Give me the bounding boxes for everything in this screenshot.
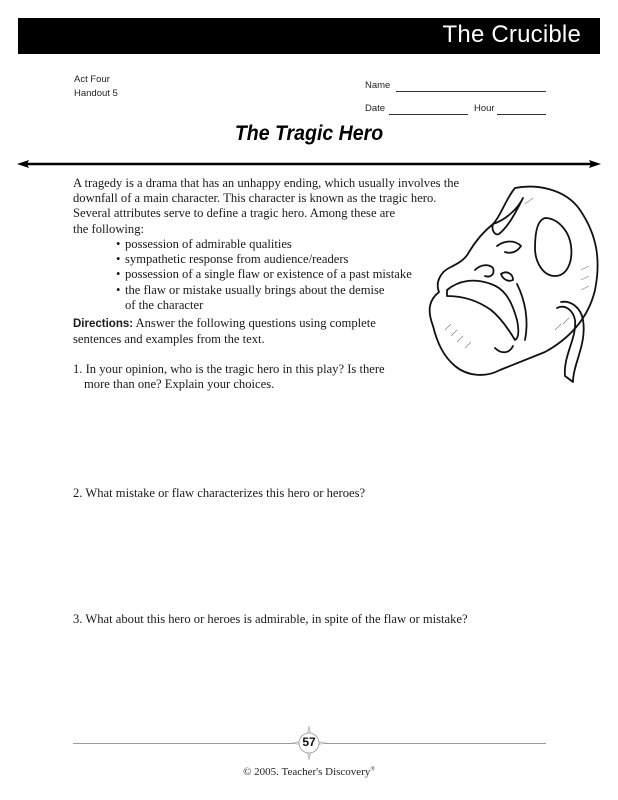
question-text: 1. In your opinion, who is the tragic hero in this play? Is there xyxy=(73,362,385,376)
double-arrow-divider xyxy=(17,160,601,168)
directions-text: Answer the following questions using complete xyxy=(133,316,376,330)
page-title: The Tragic Hero xyxy=(234,122,384,145)
directions-text: sentences and examples from the text. xyxy=(73,332,265,347)
question-2 xyxy=(73,486,553,501)
book-title: The Crucible xyxy=(442,21,581,48)
attribute-list xyxy=(116,237,436,313)
name-label: Name xyxy=(365,80,391,91)
page-number: 57 xyxy=(302,735,316,749)
intro-line: Several attributes serve to define a tragic hero. Among these are xyxy=(73,206,396,221)
attribute-item: • possession of admirable qualities xyxy=(116,237,436,252)
hour-label: Hour xyxy=(474,103,495,114)
answer-area-1[interactable] xyxy=(73,400,543,480)
attribute-item: • sympathetic response from audience/readers xyxy=(116,252,436,267)
handout-label: Handout 5 xyxy=(74,88,118,99)
page-number-badge xyxy=(292,726,326,760)
answer-area-3[interactable] xyxy=(73,631,543,716)
tragedy-mask-icon xyxy=(405,180,605,390)
attribute-item-continuation: of the character xyxy=(125,297,204,312)
question-text: 2. What mistake or flaw characterizes this hero or heroes? xyxy=(73,486,366,500)
attribute-item: • the flaw or mistake usually brings about the demise xyxy=(116,283,436,298)
question-text: 3. What about this hero or heroes is admirable, in spite of the flaw or mistake? xyxy=(73,612,468,626)
hour-field[interactable] xyxy=(497,114,546,115)
footer-rule-right xyxy=(324,743,546,744)
footer-rule-left xyxy=(73,743,295,744)
copyright xyxy=(0,766,618,778)
question-text: more than one? Explain your choices. xyxy=(84,377,275,392)
intro-line: downfall of a main character. This character is known as the tragic hero. xyxy=(73,191,437,206)
directions xyxy=(73,316,403,347)
intro-line: A tragedy is a drama that has an unhappy ending, which usually involves the xyxy=(73,176,460,190)
attribute-item: • possession of a single flaw or existence of a past mistake xyxy=(116,267,436,282)
question-3 xyxy=(73,612,573,627)
act-label: Act Four xyxy=(74,74,110,85)
date-field[interactable] xyxy=(389,114,468,115)
header-bar xyxy=(18,18,600,54)
copyright-text: © 2005. Teacher's Discovery xyxy=(243,766,371,778)
directions-label: Directions: xyxy=(73,318,134,330)
intro-line: the following: xyxy=(73,221,145,236)
name-field[interactable] xyxy=(396,91,546,92)
date-label: Date xyxy=(365,103,386,114)
answer-area-2[interactable] xyxy=(73,505,543,605)
handout-meta xyxy=(74,73,118,101)
trademark-symbol: ® xyxy=(370,766,375,773)
